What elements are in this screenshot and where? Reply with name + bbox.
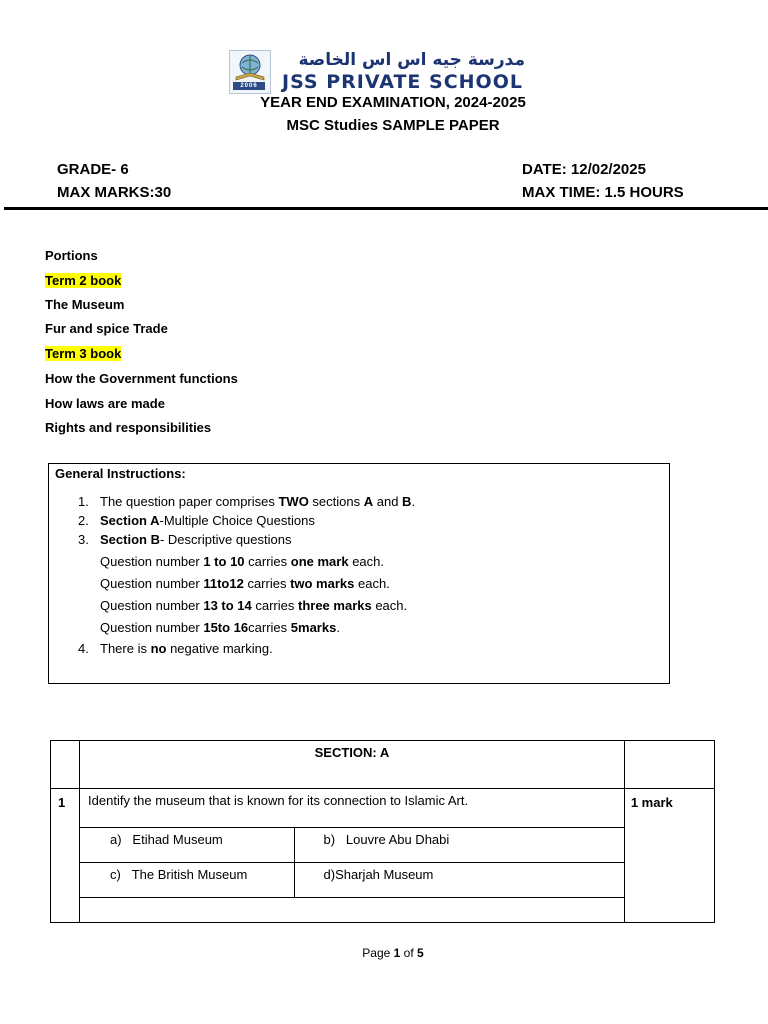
instruction-text: sections	[308, 494, 364, 509]
option-d[interactable]: d)Sharjah Museum	[294, 863, 624, 898]
instruction-text: - Descriptive questions	[159, 532, 292, 547]
instruction-4	[78, 641, 273, 657]
instruction-bold: three marks	[298, 598, 372, 613]
portion-item: The Museum	[45, 297, 125, 312]
instruction-3	[78, 532, 291, 548]
instruction-number: 2.	[78, 513, 89, 528]
instruction-bold: TWO	[278, 494, 309, 509]
instruction-text: Question number	[100, 576, 204, 591]
footer-text: Page	[362, 946, 394, 960]
instruction-text: The question paper comprises	[100, 494, 279, 509]
question-text: Identify the museum that is known for its connection to Islamic Art.	[88, 793, 469, 808]
header-num-cell	[51, 741, 80, 789]
max-time: MAX TIME: 1.5 HOURS	[522, 184, 684, 201]
instruction-bold: 5marks	[290, 620, 337, 635]
instruction-text: and	[373, 494, 403, 509]
instruction-text: carries	[244, 554, 291, 569]
term2-heading	[45, 272, 121, 289]
instruction-sub-2	[100, 576, 390, 592]
header-mark-cell	[624, 741, 714, 789]
portion-item: Fur and spice Trade	[45, 321, 168, 336]
section-a-header-row	[51, 741, 715, 789]
question-number: 1	[51, 789, 80, 923]
footer-text: of	[400, 946, 418, 960]
section-a-title: SECTION: A	[80, 741, 625, 789]
instruction-number: 1.	[78, 494, 89, 509]
option-a[interactable]: a) Etihad Museum	[80, 828, 294, 863]
term3-highlight: Term 3 book	[45, 346, 122, 361]
instruction-bold: two marks	[290, 576, 355, 591]
instruction-bold: 13 to 14	[203, 598, 252, 613]
paper-title: MSC Studies SAMPLE PAPER	[286, 117, 500, 134]
term2-highlight: Term 2 book	[45, 273, 122, 288]
instruction-text: each.	[371, 598, 408, 613]
option-c[interactable]: c) The British Museum	[80, 863, 294, 898]
instruction-bold: A	[363, 494, 374, 509]
question-row	[51, 789, 715, 923]
instruction-text: negative marking.	[166, 641, 273, 656]
page-total: 5	[417, 946, 424, 960]
option-b[interactable]: b) Louvre Abu Dhabi	[294, 828, 624, 863]
section-a-table	[50, 740, 715, 923]
exam-date: DATE: 12/02/2025	[522, 161, 646, 178]
school-name: JSS PRIVATE SCHOOL	[282, 71, 523, 93]
instruction-text: Question number	[100, 598, 204, 613]
instruction-text: Question number	[100, 554, 204, 569]
instructions-heading: General Instructions:	[55, 466, 186, 481]
instruction-bold: 15to 16	[203, 620, 249, 635]
instruction-2	[78, 513, 315, 529]
max-marks: MAX MARKS:30	[57, 184, 172, 201]
page-footer	[0, 945, 768, 961]
instruction-text: Question number	[100, 620, 204, 635]
grade: GRADE- 6	[57, 161, 129, 178]
instruction-text: each.	[354, 576, 390, 591]
exam-title: YEAR END EXAMINATION, 2024-2025	[260, 94, 526, 111]
logo-badge: 2006	[233, 82, 265, 90]
instruction-sub-1	[100, 554, 384, 570]
instruction-sub-3	[100, 598, 407, 614]
instruction-text: There is	[100, 641, 151, 656]
question-marks: 1 mark	[624, 789, 714, 923]
instruction-text: carries	[243, 576, 291, 591]
instruction-text: -Multiple Choice Questions	[159, 513, 315, 528]
instruction-number: 3.	[78, 532, 89, 547]
school-name-arabic: مدرسة جيه اس اس الخاصة	[298, 50, 525, 70]
portion-item: Rights and responsibilities	[45, 420, 212, 435]
instruction-bold: no	[150, 641, 167, 656]
globe-book-icon	[230, 51, 270, 83]
term3-heading	[45, 345, 121, 362]
page-current: 1	[393, 946, 401, 960]
instruction-bold: 1 to 10	[203, 554, 245, 569]
answer-blank	[80, 898, 624, 922]
instruction-number: 4.	[78, 641, 89, 656]
instruction-text: .	[336, 620, 340, 635]
instruction-bold: one mark	[290, 554, 349, 569]
instruction-text: carries	[251, 598, 298, 613]
portion-item: How the Government functions	[45, 371, 238, 386]
portions-heading: Portions	[45, 248, 98, 263]
instruction-bold: Section B	[100, 532, 160, 547]
instruction-bold: Section A	[100, 513, 160, 528]
instruction-text: each.	[348, 554, 384, 569]
instruction-text: carries	[248, 620, 291, 635]
header-divider	[4, 207, 768, 210]
instruction-bold: 11to12	[203, 576, 244, 591]
instruction-bold: B	[402, 494, 412, 509]
instruction-sub-4	[100, 620, 340, 636]
instruction-text: .	[411, 494, 416, 509]
options-grid	[80, 827, 624, 922]
portion-item: How laws are made	[45, 396, 165, 411]
instruction-1	[78, 494, 415, 510]
question-cell	[80, 789, 625, 923]
